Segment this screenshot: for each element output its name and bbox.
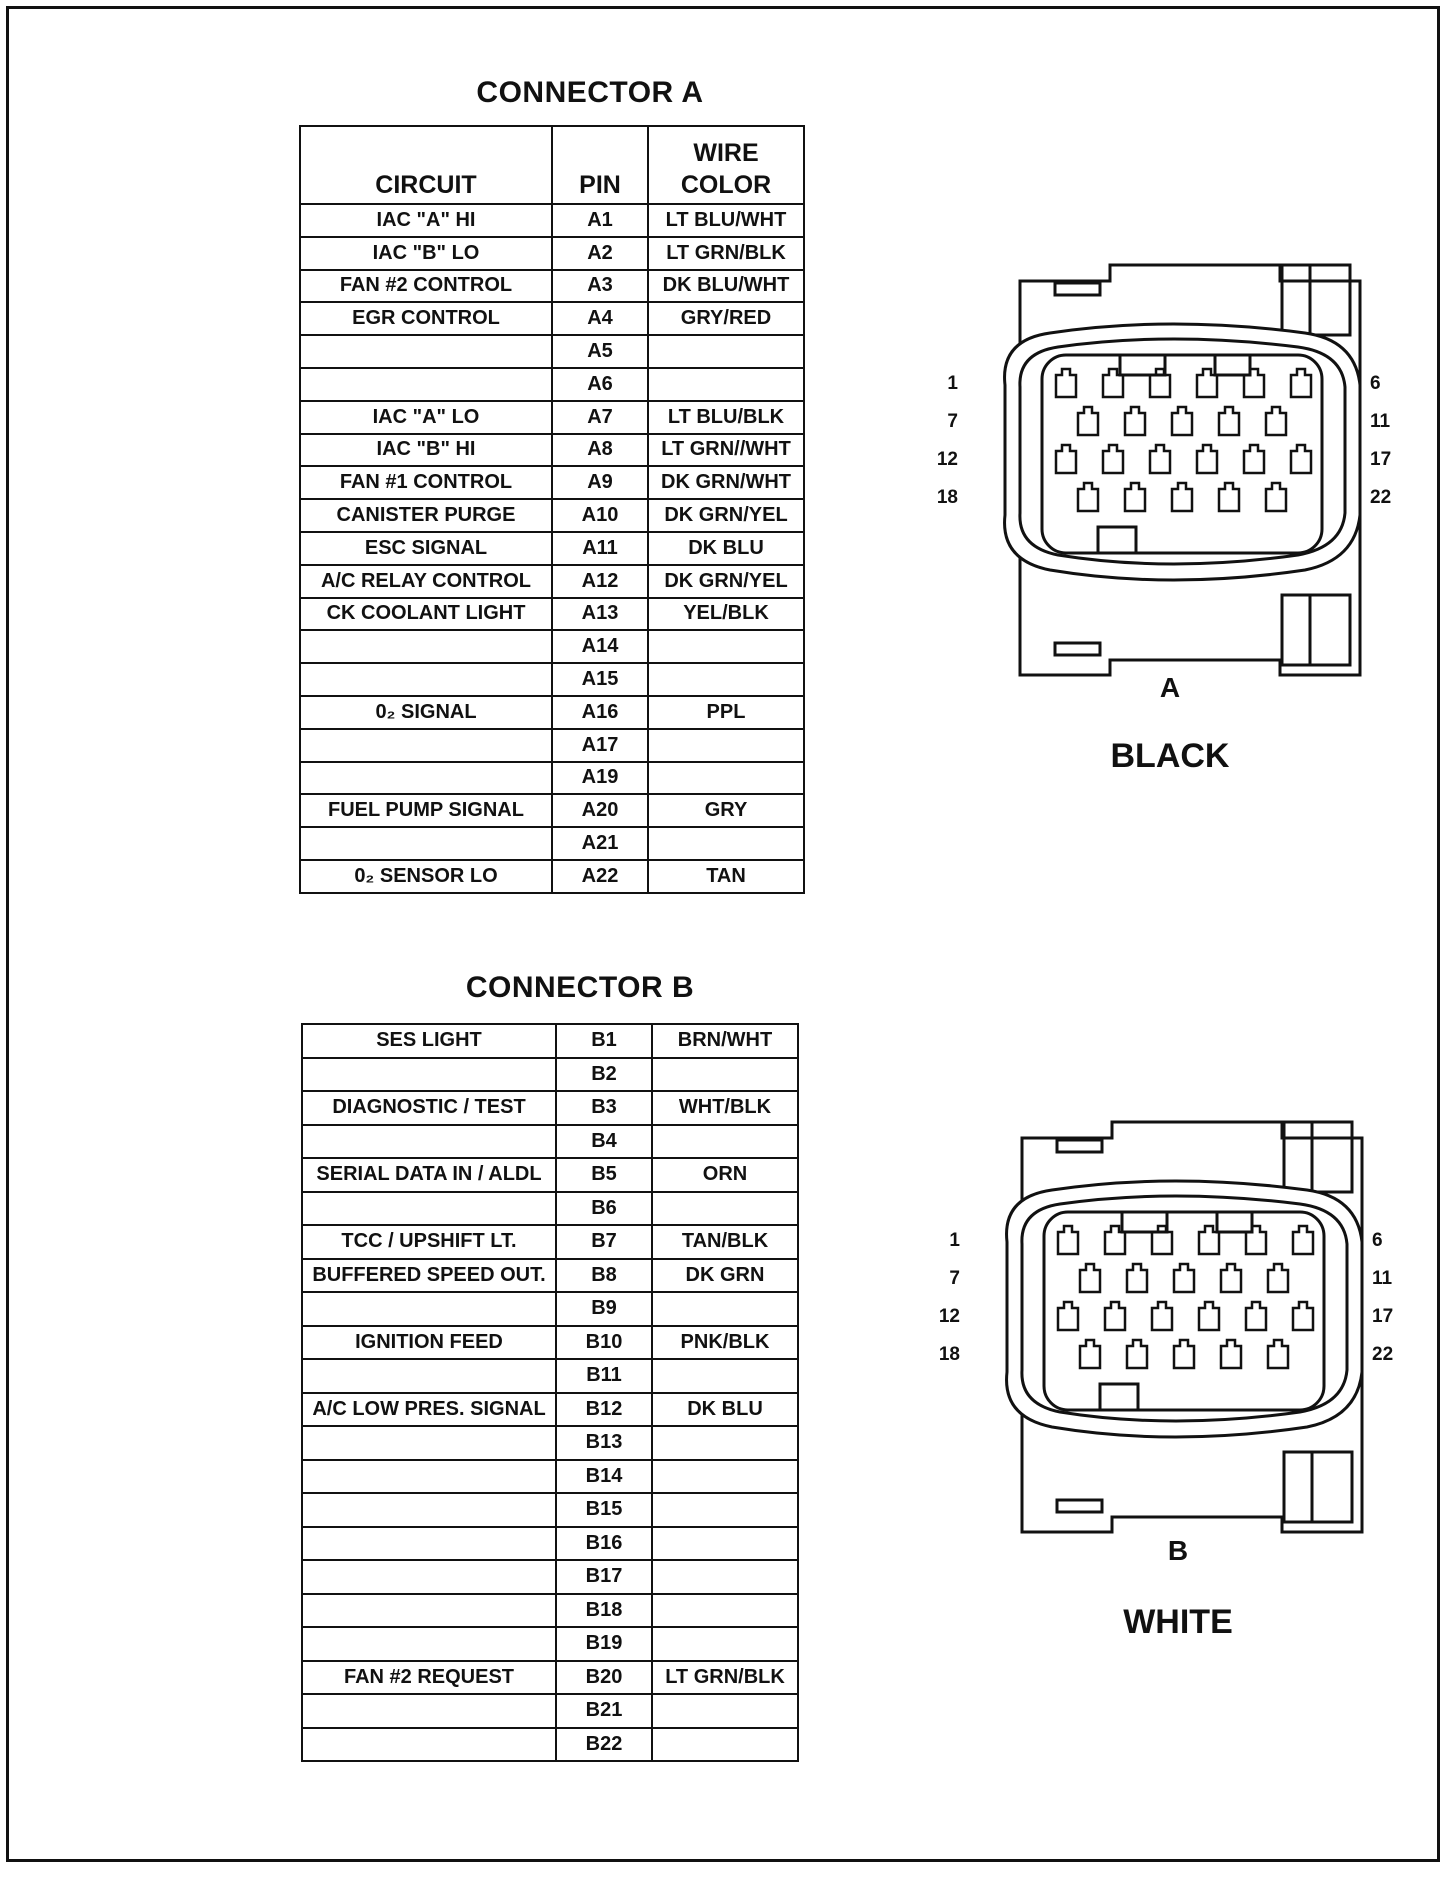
table-row [300, 335, 804, 368]
cell-pin: B12 [556, 1393, 652, 1427]
cell-pin: B3 [556, 1091, 652, 1125]
cell-circuit: EGR CONTROL [300, 302, 552, 335]
cell-pin: B5 [556, 1158, 652, 1192]
cell-pin: A3 [552, 270, 648, 303]
cell-circuit [302, 1627, 556, 1661]
cell-wire-color [652, 1627, 798, 1661]
cell-circuit: FAN #2 CONTROL [300, 270, 552, 303]
cell-pin: B21 [556, 1694, 652, 1728]
cell-pin: A8 [552, 434, 648, 467]
connector-a-table [299, 125, 805, 894]
table-row [302, 1225, 798, 1259]
table-row [300, 696, 804, 729]
housing-top-tab [1055, 283, 1100, 295]
cell-wire-color [648, 729, 804, 762]
connector-b-table [301, 1023, 799, 1762]
cell-pin: A20 [552, 794, 648, 827]
cell-wire-color [652, 1560, 798, 1594]
lock-bar-top-2 [1310, 265, 1350, 335]
cell-wire-color: DK GRN [652, 1259, 798, 1293]
connector-b-pin-label-left: 18 [938, 1344, 960, 1365]
table-row [302, 1292, 798, 1326]
connector-b-pin-label-right: 6 [1372, 1230, 1383, 1251]
table-row [302, 1493, 798, 1527]
housing-top-tab [1057, 1140, 1102, 1152]
cell-circuit: SERIAL DATA IN / ALDL [302, 1158, 556, 1192]
cell-pin: B18 [556, 1594, 652, 1628]
cell-circuit [302, 1527, 556, 1561]
table-row [302, 1359, 798, 1393]
cell-wire-color: DK BLU [652, 1393, 798, 1427]
lock-bar-bottom-1 [1284, 1452, 1312, 1522]
cell-pin: B19 [556, 1627, 652, 1661]
cell-wire-color: BRN/WHT [652, 1024, 798, 1058]
cell-wire-color [652, 1359, 798, 1393]
cell-circuit: ESC SIGNAL [300, 532, 552, 565]
cell-circuit: 0₂ SIGNAL [300, 696, 552, 729]
cell-circuit [302, 1728, 556, 1762]
cell-wire-color [652, 1594, 798, 1628]
cell-circuit: FAN #2 REQUEST [302, 1661, 556, 1695]
cell-pin: A11 [552, 532, 648, 565]
cell-pin: B16 [556, 1527, 652, 1561]
table-row [300, 434, 804, 467]
cell-circuit [302, 1125, 556, 1159]
connector-a-pin-label-left: 12 [936, 449, 958, 470]
table-row [300, 663, 804, 696]
cell-wire-color: LT GRN/BLK [652, 1661, 798, 1695]
cell-circuit: IAC "A" HI [300, 204, 552, 237]
cell-wire-color: YEL/BLK [648, 598, 804, 631]
table-row [300, 466, 804, 499]
table-row [300, 302, 804, 335]
connector-b-color: WHITE [1123, 1603, 1233, 1641]
table-row [302, 1158, 798, 1192]
cell-circuit [302, 1192, 556, 1226]
table-row [302, 1058, 798, 1092]
cell-wire-color: TAN [648, 860, 804, 893]
cell-pin: B2 [556, 1058, 652, 1092]
cell-pin: B10 [556, 1326, 652, 1360]
cell-pin: A16 [552, 696, 648, 729]
table-row [300, 499, 804, 532]
cell-wire-color [652, 1694, 798, 1728]
table-row [302, 1426, 798, 1460]
cell-circuit: A/C RELAY CONTROL [300, 565, 552, 598]
cell-wire-color: PNK/BLK [652, 1326, 798, 1360]
table-row [300, 565, 804, 598]
housing-bottom-tab [1057, 1500, 1102, 1512]
lock-bar-bottom-2 [1310, 595, 1350, 665]
lock-bar-top-1 [1282, 265, 1310, 335]
table-row [300, 401, 804, 434]
table-row [300, 860, 804, 893]
table-row [300, 630, 804, 663]
connector-a-letter: A [1159, 672, 1181, 703]
cell-circuit: IAC "A" LO [300, 401, 552, 434]
table-row [300, 729, 804, 762]
cell-circuit: IGNITION FEED [302, 1326, 556, 1360]
table-row [300, 598, 804, 631]
cell-circuit [302, 1058, 556, 1092]
cell-circuit [302, 1560, 556, 1594]
cell-circuit: FUEL PUMP SIGNAL [300, 794, 552, 827]
cell-circuit [302, 1694, 556, 1728]
connector-a-drawing [960, 255, 1380, 735]
connector-b-drawing [962, 1112, 1382, 1592]
cell-wire-color [652, 1125, 798, 1159]
cell-pin: B14 [556, 1460, 652, 1494]
cell-pin: A14 [552, 630, 648, 663]
cell-wire-color [648, 368, 804, 401]
connector-b-pin-label-left: 7 [949, 1268, 960, 1289]
cell-pin: A7 [552, 401, 648, 434]
cell-pin: A9 [552, 466, 648, 499]
cell-wire-color [652, 1527, 798, 1561]
cell-circuit [302, 1359, 556, 1393]
cell-pin: B9 [556, 1292, 652, 1326]
connector-a-pin-label-left: 7 [947, 411, 958, 432]
lock-bar-top-1 [1284, 1122, 1312, 1192]
cell-pin: A5 [552, 335, 648, 368]
cell-pin: A4 [552, 302, 648, 335]
connector-a-title: CONNECTOR A [476, 76, 704, 109]
cell-pin: B7 [556, 1225, 652, 1259]
cell-pin: A10 [552, 499, 648, 532]
cell-circuit: IAC "B" HI [300, 434, 552, 467]
table-row [302, 1393, 798, 1427]
cell-wire-color [652, 1426, 798, 1460]
cell-pin: B17 [556, 1560, 652, 1594]
cell-pin: A19 [552, 762, 648, 795]
cell-wire-color [648, 827, 804, 860]
lock-bar-top-2 [1312, 1122, 1352, 1192]
cell-circuit: TCC / UPSHIFT LT. [302, 1225, 556, 1259]
cell-circuit [300, 663, 552, 696]
header-circuit: CIRCUIT [300, 126, 552, 204]
cell-circuit [302, 1460, 556, 1494]
cell-pin: A22 [552, 860, 648, 893]
cell-circuit: DIAGNOSTIC / TEST [302, 1091, 556, 1125]
cell-circuit [300, 729, 552, 762]
connector-a-color: BLACK [1110, 737, 1230, 775]
cell-pin: B11 [556, 1359, 652, 1393]
cell-circuit: SES LIGHT [302, 1024, 556, 1058]
cell-circuit: A/C LOW PRES. SIGNAL [302, 1393, 556, 1427]
cell-circuit: FAN #1 CONTROL [300, 466, 552, 499]
table-row [302, 1259, 798, 1293]
cell-pin: A13 [552, 598, 648, 631]
connector-b-pin-label-right: 11 [1372, 1268, 1393, 1289]
connector-a-pin-label-right: 11 [1370, 411, 1391, 432]
connector-b-title: CONNECTOR B [465, 971, 695, 1004]
cell-wire-color: DK GRN/YEL [648, 565, 804, 598]
connector-a-pin-label-right: 17 [1370, 449, 1392, 470]
cell-circuit [300, 762, 552, 795]
cell-wire-color [648, 630, 804, 663]
cell-wire-color: DK BLU [648, 532, 804, 565]
cell-wire-color: PPL [648, 696, 804, 729]
table-row [300, 270, 804, 303]
cell-pin: A1 [552, 204, 648, 237]
cell-wire-color [652, 1058, 798, 1092]
connector-b-letter: B [1167, 1535, 1189, 1566]
connector-a-pin-label-left: 18 [936, 487, 958, 508]
cell-circuit [300, 827, 552, 860]
cell-wire-color: GRY [648, 794, 804, 827]
table-row [302, 1527, 798, 1561]
cell-wire-color: DK GRN/YEL [648, 499, 804, 532]
cell-circuit [300, 368, 552, 401]
table-row [302, 1728, 798, 1762]
cell-circuit [302, 1292, 556, 1326]
table-row [300, 237, 804, 270]
cell-pin: A12 [552, 565, 648, 598]
table-row [302, 1661, 798, 1695]
table-row [302, 1627, 798, 1661]
cell-wire-color: LT BLU/WHT [648, 204, 804, 237]
table-row [300, 532, 804, 565]
table-row [300, 368, 804, 401]
cell-circuit [302, 1426, 556, 1460]
cell-pin: B6 [556, 1192, 652, 1226]
table-row [302, 1594, 798, 1628]
cell-pin: A17 [552, 729, 648, 762]
cell-wire-color: ORN [652, 1158, 798, 1192]
cell-pin: A6 [552, 368, 648, 401]
cell-wire-color [652, 1728, 798, 1762]
cell-circuit: CK COOLANT LIGHT [300, 598, 552, 631]
cell-circuit [300, 630, 552, 663]
housing-bottom-tab [1055, 643, 1100, 655]
header-pin: PIN [552, 126, 648, 204]
cell-pin: B8 [556, 1259, 652, 1293]
lock-bar-bottom-1 [1282, 595, 1310, 665]
cell-circuit: BUFFERED SPEED OUT. [302, 1259, 556, 1293]
cell-wire-color: LT GRN/BLK [648, 237, 804, 270]
connector-a-pin-label-right: 6 [1370, 373, 1381, 394]
cell-wire-color: LT GRN//WHT [648, 434, 804, 467]
cell-wire-color [648, 762, 804, 795]
cell-circuit [302, 1594, 556, 1628]
connector-a-pin-label-left: 1 [947, 373, 958, 394]
table-row [302, 1024, 798, 1058]
cell-circuit [300, 335, 552, 368]
cell-wire-color [648, 335, 804, 368]
cell-wire-color: WHT/BLK [652, 1091, 798, 1125]
cell-wire-color: DK GRN/WHT [648, 466, 804, 499]
table-row [300, 204, 804, 237]
cell-pin: B4 [556, 1125, 652, 1159]
lock-bar-bottom-2 [1312, 1452, 1352, 1522]
table-row [300, 762, 804, 795]
cell-pin: A15 [552, 663, 648, 696]
connector-a-pin-label-right: 22 [1370, 487, 1392, 508]
cell-circuit: 0₂ SENSOR LO [300, 860, 552, 893]
cell-circuit: CANISTER PURGE [300, 499, 552, 532]
cell-pin: A2 [552, 237, 648, 270]
table-row [302, 1694, 798, 1728]
cell-wire-color: DK BLU/WHT [648, 270, 804, 303]
cell-wire-color: GRY/RED [648, 302, 804, 335]
cell-wire-color [652, 1460, 798, 1494]
table-row [300, 794, 804, 827]
connector-b-pin-label-left: 12 [938, 1306, 960, 1327]
table-row [302, 1192, 798, 1226]
cell-wire-color: LT BLU/BLK [648, 401, 804, 434]
table-row [302, 1326, 798, 1360]
cell-pin: B13 [556, 1426, 652, 1460]
table-row [302, 1560, 798, 1594]
cell-wire-color: TAN/BLK [652, 1225, 798, 1259]
connector-b-pin-label-right: 22 [1372, 1344, 1394, 1365]
cell-wire-color [648, 663, 804, 696]
table-row [302, 1091, 798, 1125]
cell-pin: B15 [556, 1493, 652, 1527]
cell-pin: B20 [556, 1661, 652, 1695]
cell-pin: A21 [552, 827, 648, 860]
cell-wire-color [652, 1493, 798, 1527]
cell-wire-color [652, 1292, 798, 1326]
cell-circuit [302, 1493, 556, 1527]
cell-wire-color [652, 1192, 798, 1226]
cell-pin: B22 [556, 1728, 652, 1762]
connector-b-pin-label-left: 1 [949, 1230, 960, 1251]
table-row [302, 1125, 798, 1159]
cell-pin: B1 [556, 1024, 652, 1058]
cell-circuit: IAC "B" LO [300, 237, 552, 270]
header-wire-color: WIRE COLOR [648, 126, 804, 204]
table-row [300, 827, 804, 860]
connector-b-pin-label-right: 17 [1372, 1306, 1394, 1327]
table-row [302, 1460, 798, 1494]
